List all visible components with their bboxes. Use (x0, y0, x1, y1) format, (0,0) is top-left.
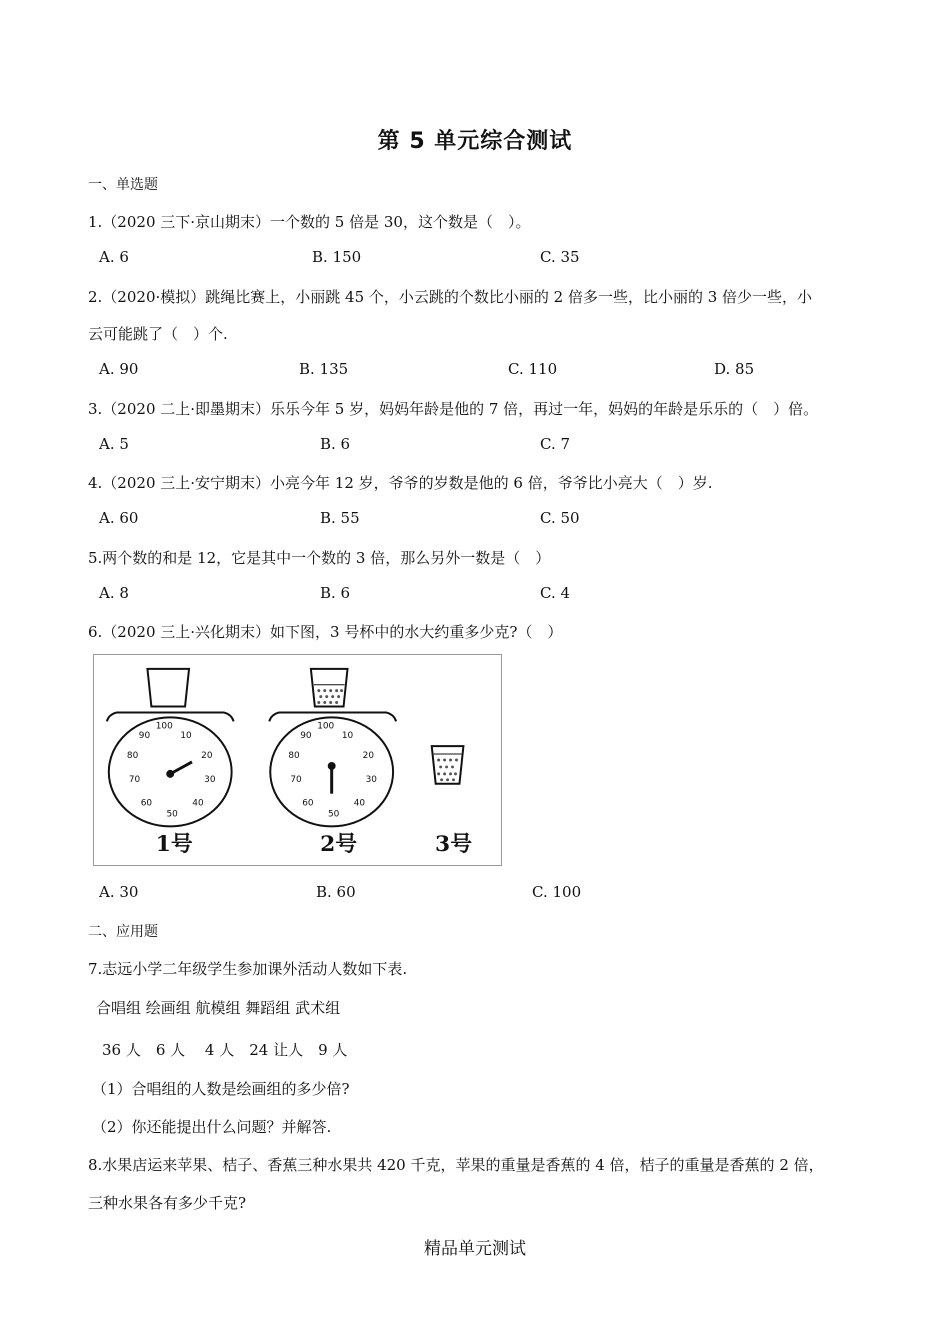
question-4-option-a: A. 60 (99, 509, 139, 527)
question-8-stem-line2: 三种水果各有多少千克? (88, 1194, 247, 1212)
question-2-option-b: B. 135 (299, 360, 349, 378)
scale-cups-illustration (94, 655, 501, 865)
question-1-option-c: C. 35 (540, 248, 580, 266)
cup-3-water-icon (432, 746, 464, 784)
page-footer: 精品单元测试 (424, 1239, 526, 1259)
dial-2-number-30: 30 (365, 774, 377, 785)
dial-2-number-70: 70 (290, 774, 302, 785)
dial-1-number-10: 10 (180, 731, 192, 742)
scale-2 (269, 669, 396, 827)
dial-2-number-50: 50 (327, 809, 340, 820)
cup-3-label: 3号 (435, 832, 472, 858)
question-3-stem: 3.（2020 二上·即墨期末）乐乐今年 5 岁，妈妈年龄是他的 7 倍，再过一年，妈妈的年龄是乐乐的（ ）倍。 (88, 400, 819, 418)
dial-2-number-80: 80 (288, 751, 300, 762)
question-5-stem: 5.两个数的和是 12，它是其中一个数的 3 倍，那么另外一数是（ ） (88, 549, 551, 567)
dial-1-number-30: 30 (204, 774, 216, 785)
question-2-stem-line1: 2.（2020·模拟）跳绳比赛上，小丽跳 45 个，小云跳的个数比小丽的 2 倍多一些，比小丽的 3 倍少一些，小 (88, 288, 813, 306)
question-7-stem: 7.志远小学二年级学生参加课外活动人数如下表. (88, 960, 408, 978)
dial-2-number-20: 20 (362, 751, 374, 762)
scale-1-label: 1号 (155, 832, 193, 858)
question-4-option-c: C. 50 (540, 509, 580, 527)
question-5-option-a: A. 8 (99, 584, 129, 602)
question-6-option-c: C. 100 (532, 883, 582, 901)
question-7-table-values: 36 人 6 人 4 人 24 让人 9 人 (102, 1041, 348, 1059)
question-8-stem-line1: 8.水果店运来苹果、桔子、香蕉三种水果共 420 千克，苹果的重量是香蕉的 4 倍，桔子的重量是香蕉的 2 倍， (88, 1156, 824, 1174)
question-6-option-a: A. 30 (99, 883, 139, 901)
section-heading-application: 二、应用题 (88, 924, 158, 940)
dial-2-number-40: 40 (353, 798, 366, 809)
dial-1-number-20: 20 (201, 751, 213, 762)
dial-1-number-100: 100 (155, 721, 173, 732)
question-7-sub-2: （2）你还能提出什么问题？并解答. (92, 1118, 332, 1136)
question-2-stem-line2: 云可能跳了（ ）个. (88, 325, 228, 343)
question-1-stem: 1.（2020 三下·京山期末）一个数的 5 倍是 30，这个数是（ ）。 (88, 213, 531, 231)
question-6-option-b: B. 60 (316, 883, 356, 901)
question-1-option-a: A. 6 (99, 248, 129, 266)
dial-1-number-50: 50 (166, 809, 178, 820)
question-7-sub-1: （1）合唱组的人数是绘画组的多少倍? (92, 1080, 350, 1098)
scale-cups-figure (93, 654, 502, 866)
dial-1-number-60: 60 (140, 798, 153, 809)
question-2-option-d: D. 85 (714, 360, 755, 378)
question-5-option-c: C. 4 (540, 584, 571, 602)
question-4-stem: 4.（2020 三上·安宁期末）小亮今年 12 岁，爷爷的岁数是他的 6 倍，爷爷比小亮大（ ）岁. (88, 474, 713, 492)
question-7-table-header: 合唱组 绘画组 航模组 舞蹈组 武术组 (96, 999, 341, 1017)
question-6-stem: 6.（2020 三上·兴化期末）如下图，3 号杯中的水大约重多少克?（ ） (88, 623, 563, 641)
dial-2-number-100: 100 (317, 721, 335, 732)
cup-empty-icon (147, 669, 189, 707)
question-3-option-b: B. 6 (320, 435, 351, 453)
question-1-option-b: B. 150 (312, 248, 362, 266)
question-5-option-b: B. 6 (320, 584, 351, 602)
page-title: 第 5 单元综合测试 (377, 129, 573, 154)
section-heading-single-choice: 一、单选题 (88, 177, 158, 193)
question-3-option-c: C. 7 (540, 435, 571, 453)
question-2-option-c: C. 110 (508, 360, 558, 378)
question-4-option-b: B. 55 (320, 509, 360, 527)
scale-1 (107, 669, 234, 827)
question-3-option-a: A. 5 (99, 435, 129, 453)
dial-2-number-90: 90 (300, 731, 312, 742)
dial-1-number-40: 40 (192, 798, 204, 809)
dial-2-number-10: 10 (341, 731, 354, 742)
question-2-option-a: A. 90 (99, 360, 139, 378)
scale-2-label: 2号 (320, 832, 358, 858)
dial-1-number-70: 70 (128, 774, 141, 785)
dial-1-number-90: 90 (138, 731, 151, 742)
dial-1-number-80: 80 (126, 751, 139, 762)
cup-water-icon (311, 669, 348, 707)
dial-2-number-60: 60 (302, 798, 314, 809)
